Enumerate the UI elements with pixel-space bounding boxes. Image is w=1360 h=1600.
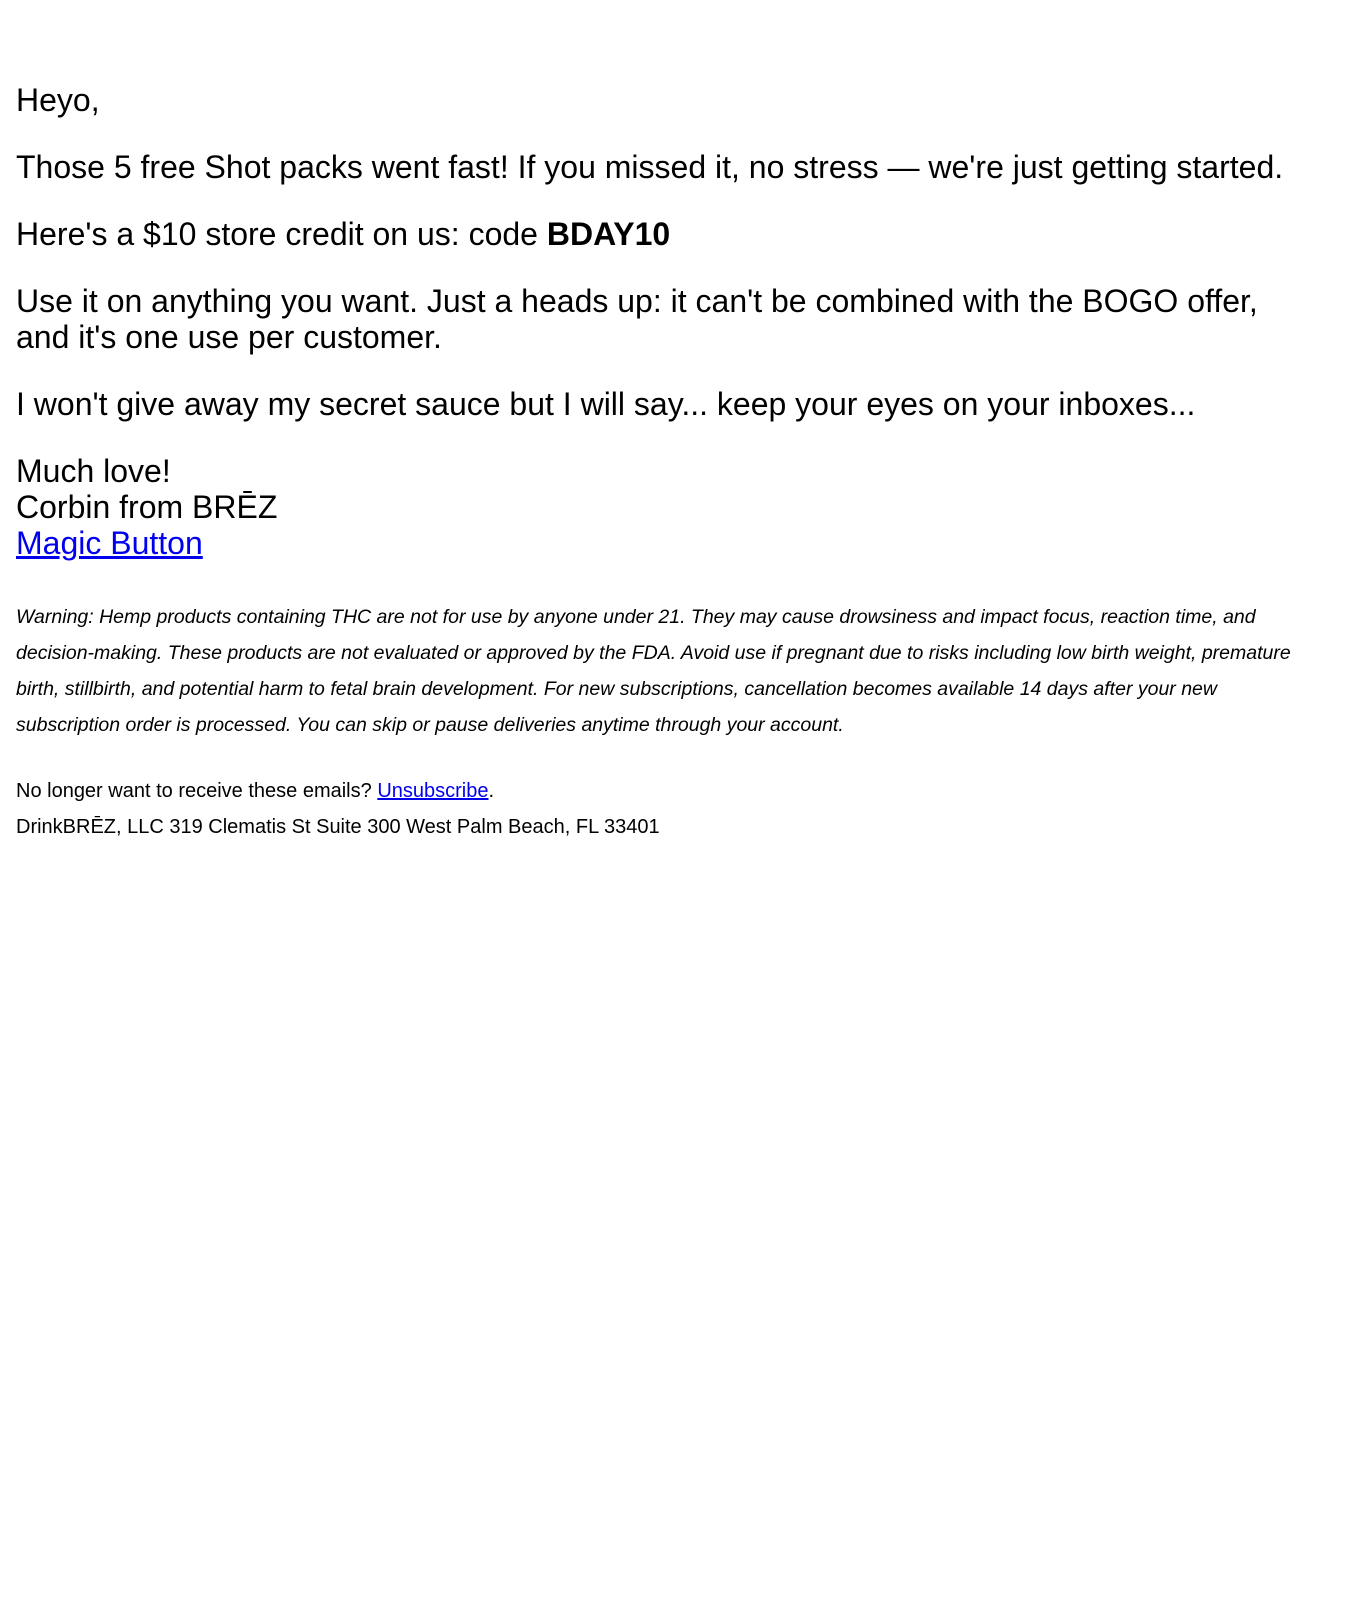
footer — [16, 773, 1320, 845]
signoff — [16, 453, 1320, 561]
unsubscribe-prompt: No longer want to receive these emails? — [16, 780, 378, 802]
signoff-signature: Corbin from BRĒZ — [16, 489, 278, 525]
paragraph-free-shot-packs: Those 5 free Shot packs went fast! If you missed it, no stress — we're just getting started. — [16, 149, 1284, 185]
promo-code: BDAY10 — [546, 216, 671, 252]
legal-warning: Warning: Hemp products containing THC are not for use by anyone under 21. They may cause drowsiness and impact focus, reaction time, and decision-making. These products are not evaluated or approved by the FDA. Avoid use if pregnant due to risks including low birth weight, premature birth, stillbirth, and potential harm to fetal brain development. For new subscriptions, cancellation becomes available 14 days after your new subscription order is processed. You can skip or pause deliveries anytime through your account. — [16, 606, 1291, 736]
unsubscribe-link[interactable]: Unsubscribe — [377, 780, 489, 802]
unsubscribe-line — [16, 773, 1320, 809]
store-credit-text: Here's a $10 store credit on us: code — [16, 216, 547, 252]
paragraph-teaser: I won't give away my secret sauce but I will say... keep your eyes on your inboxes... — [16, 386, 1196, 422]
paragraph-usage-terms: Use it on anything you want. Just a heads up: it can't be combined with the BOGO offer, and it's one use per customer. — [16, 283, 1258, 355]
company-address: DrinkBRĒZ, LLC 319 Clematis St Suite 300 West Palm Beach, FL 33401 — [16, 816, 660, 838]
greeting: Heyo, — [16, 82, 100, 118]
paragraph-store-credit — [16, 216, 1320, 252]
unsubscribe-period: . — [488, 780, 495, 802]
magic-button-link[interactable]: Magic Button — [16, 525, 203, 561]
signoff-much-love: Much love! — [16, 453, 171, 489]
